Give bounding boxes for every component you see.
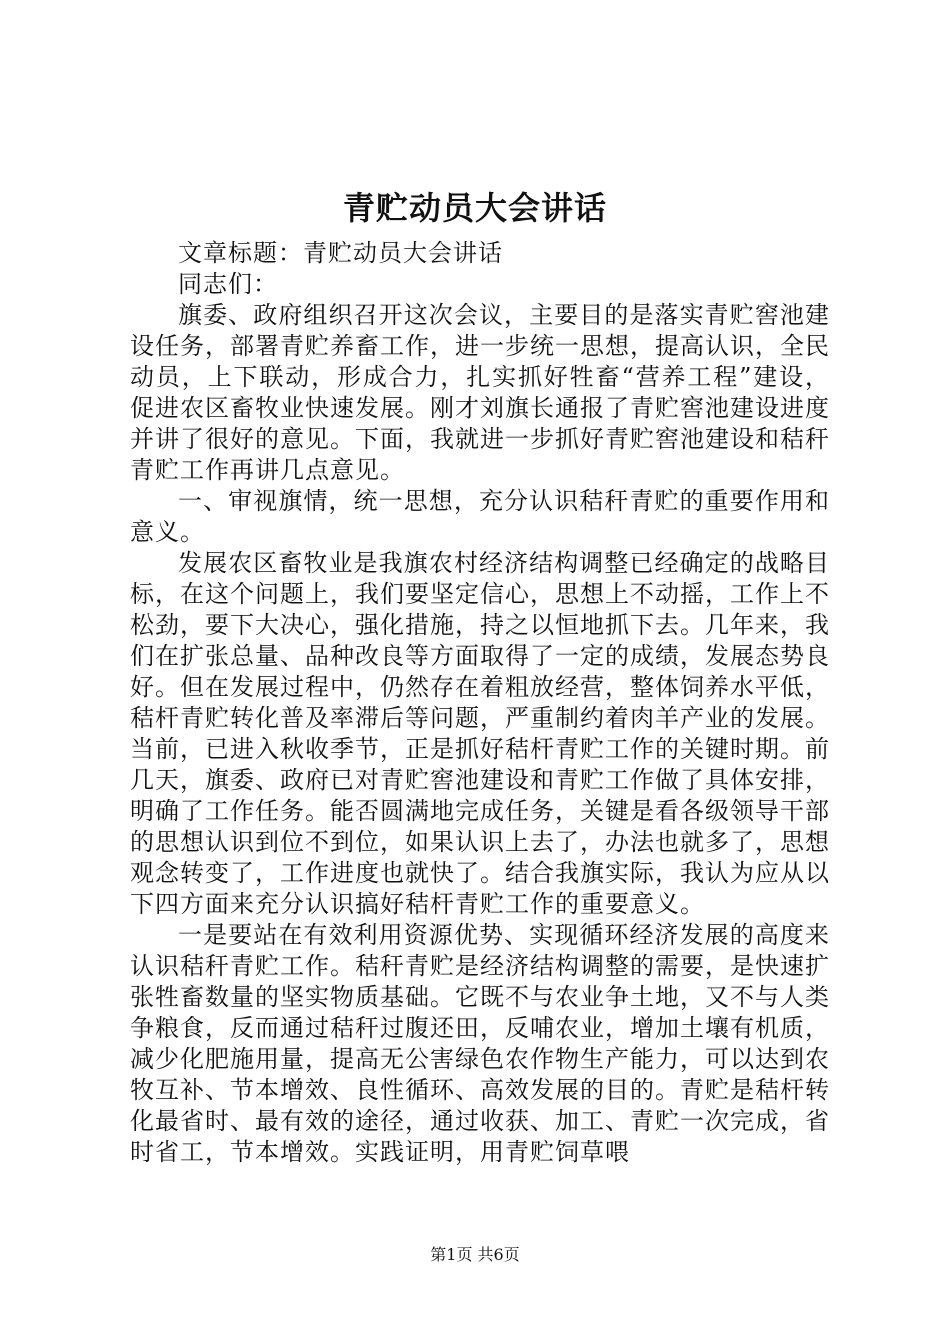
paragraph: 发展农区畜牧业是我旗农村经济结构调整已经确定的战略目标，在这个问题上，我们要坚定信心，思想上不动摇，工作上不松劲，要下大决心，强化措施，持之以恒地抓下去。几年来，我们在扩张总量、品种改良等方面取得了一定的成绩，发展态势良好。但在发展过程中，仍然存在着粗放经营，整体饲养水平低，秸杆青贮转化普及率滞后等问题，严重制约着肉羊产业的发展。当前，已进入秋收季节，正是抓好秸杆青贮工作的关键时期。前几天，旗委、政府已对青贮窖池建设和青贮工作做了具体安排，明确了工作任务。能否圆满地完成任务，关键是看各级领导干部的思想认识到位不到位，如果认识上去了，办法也就多了，思想观念转变了，工作进度也就快了。结合我旗实际，我认为应从以下四方面来充分认识搞好秸杆青贮工作的重要意义。 — [130, 549, 830, 918]
article-title-line: 文章标题：青贮动员大会讲话 — [178, 239, 503, 267]
paragraph: 旗委、政府组织召开这次会议，主要目的是落实青贮窖池建设任务，部署青贮养畜工作，进一步统一思想，提高认识，全民动员，上下联动，形成合力，扎实抓好牲畜“营养工程”建设，促进农区畜牧业快速发展。刚才刘旗长通报了青贮窖池建设进度并讲了很好的意见。下面，我就进一步抓好青贮窖池建设和秸秆青贮工作再讲几点意见。 — [130, 301, 830, 484]
document-title: 青贮动员大会讲话 — [342, 189, 607, 227]
section-heading: 一、审视旗情，统一思想，充分认识秸秆青贮的重要作用和意义。 — [130, 487, 830, 546]
salutation: 同志们： — [178, 270, 278, 298]
document-body — [130, 238, 830, 1168]
page-footer: 第1页 共6页 — [430, 1245, 520, 1264]
paragraph: 一是要站在有效利用资源优势、实现循环经济发展的高度来认识秸秆青贮工作。秸秆青贮是经济结构调整的需要，是快速扩张牲畜数量的坚实物质基础。它既不与农业争土地，又不与人类争粮食，反而通过秸秆过腹还田，反哺农业，增加土壤有机质，减少化肥施用量，提高无公害绿色农作物生产能力，可以达到农牧互补、节本增效、良性循环、高效发展的目的。青贮是秸杆转化最省时、最有效的途径，通过收获、加工、青贮一次完成，省时省工，节本增效。实践证明，用青贮饲草喂 — [130, 921, 830, 1166]
